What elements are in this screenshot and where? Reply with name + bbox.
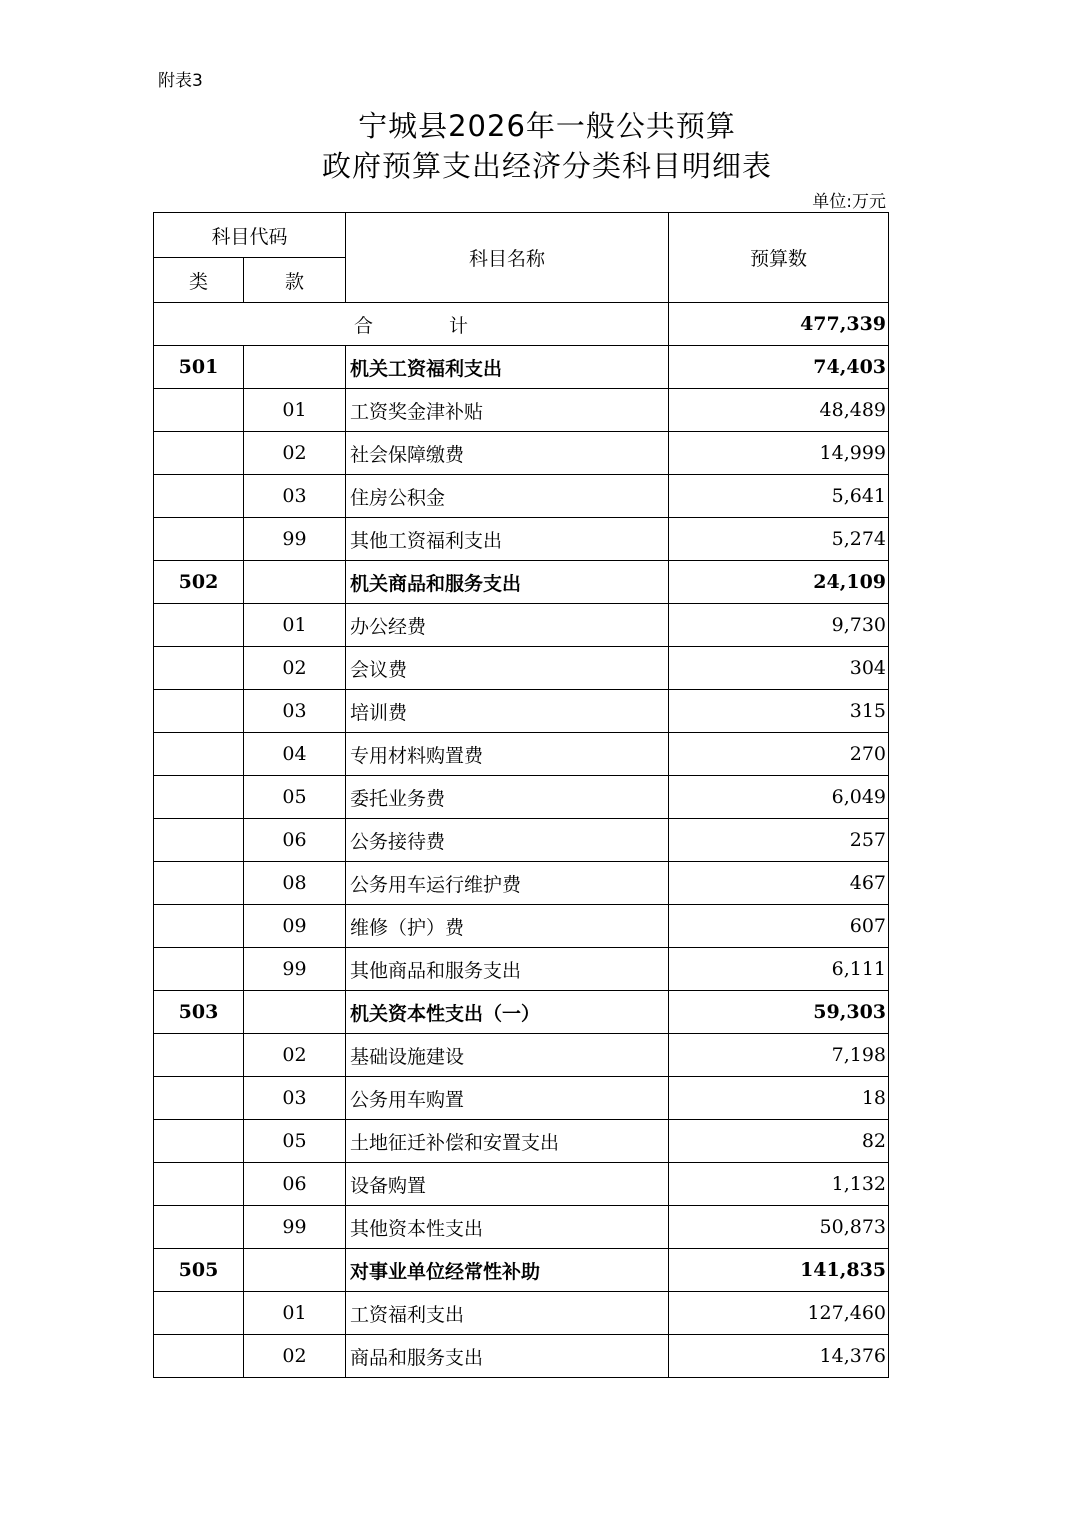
- cell-amount: 467: [669, 862, 889, 905]
- cell-lei: [154, 1077, 244, 1120]
- total-label-part2: 计: [449, 314, 469, 337]
- cell-kuan: [244, 1249, 346, 1292]
- page-title-line1: 宁城县2026年一般公共预算: [358, 109, 736, 143]
- page-title-line2: 政府预算支出经济分类科目明细表: [321, 149, 772, 183]
- cell-amount: 50,873: [669, 1206, 889, 1249]
- cell-lei: [154, 1206, 244, 1249]
- table-row: [154, 389, 889, 432]
- cell-amount: 18: [669, 1077, 889, 1120]
- table-row: [154, 733, 889, 776]
- cell-name: 专用材料购置费: [346, 733, 669, 776]
- cell-lei: [154, 948, 244, 991]
- header-kuan: 款: [244, 258, 346, 303]
- cell-lei: [154, 819, 244, 862]
- cell-amount: 5,274: [669, 518, 889, 561]
- cell-kuan: 09: [244, 905, 346, 948]
- cell-kuan: 03: [244, 1077, 346, 1120]
- table-row: [154, 1120, 889, 1163]
- cell-kuan: 05: [244, 776, 346, 819]
- table-row: [154, 1034, 889, 1077]
- cell-amount: 315: [669, 690, 889, 733]
- cell-name: 机关商品和服务支出: [346, 561, 669, 604]
- cell-name: 其他商品和服务支出: [346, 948, 669, 991]
- table-row: [154, 604, 889, 647]
- category-row: [154, 1249, 889, 1292]
- cell-amount: 257: [669, 819, 889, 862]
- cell-lei: 501: [154, 346, 244, 389]
- cell-lei: 505: [154, 1249, 244, 1292]
- cell-name: 会议费: [346, 647, 669, 690]
- total-row: [154, 303, 889, 346]
- cell-lei: [154, 776, 244, 819]
- cell-name: 机关资本性支出（一）: [346, 991, 669, 1034]
- category-row: [154, 991, 889, 1034]
- cell-amount: 607: [669, 905, 889, 948]
- cell-kuan: 99: [244, 1206, 346, 1249]
- header-code-group: 科目代码: [154, 213, 346, 258]
- cell-name: 委托业务费: [346, 776, 669, 819]
- table-row: [154, 862, 889, 905]
- cell-kuan: [244, 561, 346, 604]
- cell-name: 培训费: [346, 690, 669, 733]
- cell-amount: 6,111: [669, 948, 889, 991]
- cell-kuan: [244, 991, 346, 1034]
- category-row: [154, 346, 889, 389]
- cell-amount: 270: [669, 733, 889, 776]
- cell-name: 机关工资福利支出: [346, 346, 669, 389]
- table-row: [154, 776, 889, 819]
- table-row: [154, 1077, 889, 1120]
- table-row: [154, 518, 889, 561]
- cell-kuan: 03: [244, 690, 346, 733]
- cell-kuan: 01: [244, 389, 346, 432]
- cell-name: 其他工资福利支出: [346, 518, 669, 561]
- header-lei: 类: [154, 258, 244, 303]
- cell-lei: [154, 475, 244, 518]
- cell-amount: 7,198: [669, 1034, 889, 1077]
- cell-lei: 503: [154, 991, 244, 1034]
- cell-kuan: 01: [244, 604, 346, 647]
- cell-lei: [154, 1163, 244, 1206]
- table-row: [154, 1292, 889, 1335]
- cell-kuan: 06: [244, 1163, 346, 1206]
- header-amount: 预算数: [669, 213, 889, 303]
- cell-lei: [154, 518, 244, 561]
- unit-label: 单位:万元: [812, 192, 886, 212]
- table-row: [154, 1206, 889, 1249]
- cell-amount: 9,730: [669, 604, 889, 647]
- cell-kuan: [244, 346, 346, 389]
- cell-kuan: 03: [244, 475, 346, 518]
- cell-name: 土地征迁补偿和安置支出: [346, 1120, 669, 1163]
- cell-name: 公务接待费: [346, 819, 669, 862]
- cell-name: 其他资本性支出: [346, 1206, 669, 1249]
- cell-amount: 6,049: [669, 776, 889, 819]
- cell-lei: [154, 690, 244, 733]
- cell-name: 维修（护）费: [346, 905, 669, 948]
- cell-kuan: 02: [244, 432, 346, 475]
- cell-lei: 502: [154, 561, 244, 604]
- cell-name: 基础设施建设: [346, 1034, 669, 1077]
- cell-lei: [154, 1335, 244, 1378]
- table-row: [154, 475, 889, 518]
- cell-kuan: 02: [244, 1034, 346, 1077]
- cell-amount: 304: [669, 647, 889, 690]
- total-amount: 477,339: [669, 303, 889, 346]
- total-label: [154, 303, 669, 346]
- cell-kuan: 02: [244, 1335, 346, 1378]
- cell-name: 住房公积金: [346, 475, 669, 518]
- cell-kuan: 99: [244, 518, 346, 561]
- cell-kuan: 06: [244, 819, 346, 862]
- cell-name: 商品和服务支出: [346, 1335, 669, 1378]
- cell-name: 工资奖金津补贴: [346, 389, 669, 432]
- appendix-label: 附表3: [158, 71, 203, 91]
- cell-amount: 48,489: [669, 389, 889, 432]
- cell-amount: 5,641: [669, 475, 889, 518]
- cell-lei: [154, 905, 244, 948]
- budget-table: [153, 212, 889, 1378]
- cell-lei: [154, 733, 244, 776]
- cell-amount: 74,403: [669, 346, 889, 389]
- table-row: [154, 819, 889, 862]
- cell-kuan: 04: [244, 733, 346, 776]
- category-row: [154, 561, 889, 604]
- cell-amount: 82: [669, 1120, 889, 1163]
- cell-amount: 14,376: [669, 1335, 889, 1378]
- cell-lei: [154, 647, 244, 690]
- table-row: [154, 647, 889, 690]
- cell-lei: [154, 432, 244, 475]
- cell-kuan: 99: [244, 948, 346, 991]
- table-row: [154, 690, 889, 733]
- cell-amount: 127,460: [669, 1292, 889, 1335]
- header-name: 科目名称: [346, 213, 669, 303]
- cell-name: 对事业单位经常性补助: [346, 1249, 669, 1292]
- cell-name: 社会保障缴费: [346, 432, 669, 475]
- cell-amount: 14,999: [669, 432, 889, 475]
- cell-lei: [154, 862, 244, 905]
- cell-name: 工资福利支出: [346, 1292, 669, 1335]
- cell-amount: 1,132: [669, 1163, 889, 1206]
- cell-amount: 141,835: [669, 1249, 889, 1292]
- cell-name: 公务用车购置: [346, 1077, 669, 1120]
- cell-amount: 59,303: [669, 991, 889, 1034]
- table-row: [154, 1335, 889, 1378]
- cell-kuan: 05: [244, 1120, 346, 1163]
- cell-kuan: 02: [244, 647, 346, 690]
- table-row: [154, 948, 889, 991]
- cell-lei: [154, 1120, 244, 1163]
- table-row: [154, 905, 889, 948]
- table-row: [154, 432, 889, 475]
- cell-lei: [154, 1292, 244, 1335]
- total-label-part1: 合: [353, 314, 373, 337]
- table-row: [154, 1163, 889, 1206]
- cell-lei: [154, 604, 244, 647]
- cell-lei: [154, 1034, 244, 1077]
- cell-kuan: 08: [244, 862, 346, 905]
- cell-name: 公务用车运行维护费: [346, 862, 669, 905]
- cell-name: 设备购置: [346, 1163, 669, 1206]
- cell-lei: [154, 389, 244, 432]
- cell-amount: 24,109: [669, 561, 889, 604]
- cell-name: 办公经费: [346, 604, 669, 647]
- header-row-1: [154, 213, 889, 258]
- cell-kuan: 01: [244, 1292, 346, 1335]
